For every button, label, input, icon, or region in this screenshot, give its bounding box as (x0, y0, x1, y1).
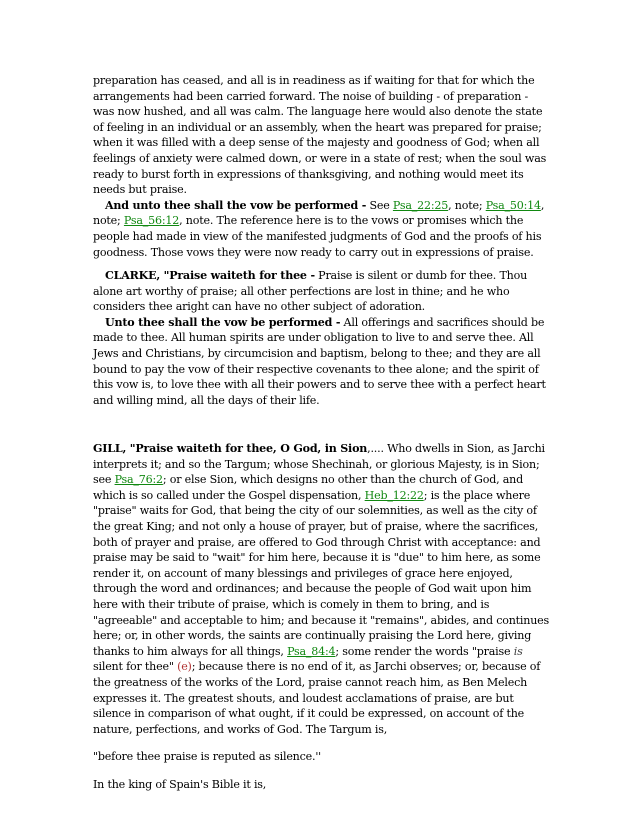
ref-psa-76-2[interactable]: Psa_76:2 (114, 473, 163, 487)
gill-targum-quote: "before thee praise is reputed as silence.'' (93, 750, 322, 764)
text-run: Praise is silent or dumb for thee. Thou alone art worthy of praise; all other perfections are lost in thine; and he who considers thee aright can have no other subject of adoration. (93, 269, 528, 314)
gill-section (93, 441, 549, 792)
clarke-heading: CLARKE, "Praise waiteth for thee - (105, 269, 315, 282)
footnote-marker-e[interactable]: (e) (177, 660, 192, 674)
clarke-vow-heading: Unto thee shall the vow be performed - (105, 315, 341, 329)
ref-psa-84-4[interactable]: Psa_84:4 (287, 644, 336, 658)
text-run: ; because there is no end of it, as Jarchi observes; or, because of the greatness of the works of the Lord, praise cannot reach him, as Ben Melech expresses it. The greatest shouts, and loudest acclamations of praise, are but silence in comparison of what ought, if it could be expressed, on account of the nature, perfections, and works of God. The Targum is, (93, 660, 541, 736)
text-run: ; or else Sion, which designs no other than the church of God, and which is so called under the Gospel dispensation, (93, 473, 524, 502)
ref-psa-22-25[interactable]: Psa_22:25 (392, 198, 449, 212)
text-run: All offerings and sacrifices should be made to thee. All human spirits are under obligation to live to and serve thee. All Jews and Christians, by circumcision and baptism, belong to thee; and they are all bound to pay the vow of their respective covenants to thee alone; and the spirit of this vow is, to love thee with all their powers and to serve thee with a perfect heart and willing mind, all the days of their life. (93, 315, 546, 407)
text-run: ; some render the words "praise (335, 644, 514, 658)
text-run: ,.... Who dwells in Sion, as Jarchi interprets it; and so the Targum; whose Shechinah, or glorious Majesty, is in Sion; see (93, 442, 545, 487)
barnes-paragraph-2 (93, 198, 549, 260)
ref-heb-12-22[interactable]: Heb_12:22 (364, 488, 424, 502)
text-run: See (366, 198, 393, 212)
barnes-paragraph-1: preparation has ceased, and all is in readiness as if waiting for that for which the arrangements had been carried forward. The noise of building - of preparation - was now hushed, and all was calm. The language here would also denote the state of feeling in an individual or an assembly, when the heart was prepared for praise; when it was filled with a deep sense of the majesty and goodness of God; when all feelings of anxiety were calmed down, or were in a state of rest; when the soul was ready to burst forth in expressions of thanksgiving, and nothing would meet its needs but praise. (93, 74, 547, 197)
spacer (93, 765, 549, 777)
ref-psa-50-14[interactable]: Psa_50:14 (485, 198, 541, 212)
text-run: , note; (448, 198, 486, 212)
clarke-paragraph-1 (93, 268, 549, 315)
text-run: , note; (93, 198, 545, 228)
clarke-section (93, 268, 549, 408)
clarke-paragraph-2 (93, 315, 549, 409)
barnes-section (93, 73, 549, 260)
gill-heading: GILL, "Praise waiteth for thee, O God, in Sion (93, 442, 368, 455)
text-run: silent for thee" (93, 660, 178, 674)
ref-psa-56-12[interactable]: Psa_56:12 (123, 214, 180, 228)
text-run: , note. The reference here is to the vows or promises which the people had made in view of the manifested judgments of God and the proofs of his goodness. Those vows they were now ready to carry out in expressions of praise. (93, 214, 542, 259)
gill-paragraph-1 (93, 441, 549, 737)
barnes-vow-heading: And unto thee shall the vow be performed - (105, 198, 367, 212)
italic-is: is (513, 644, 523, 658)
text-run: ; is the place where "praise" waits for God, that being the city of our solemnities, as well as the city of the great King; and not only a house of prayer, but of praise, where the sacrifices, both of prayer and praise, are offered to God through Christ with acceptance: and praise may be said to "wait" for him here, because it is "due" to him here, as some render it, on account of many blessings and privileges of grace here enjoyed, through the word and ordinances; and because the people of God wait upon him here with their tribute of praise, which is comely in them to bring, and is "agreeable" and acceptable to him; and because it "remains", abides, and continues here; or, in other words, the saints are continually praising the Lord here, giving thanks to him always for all things, (93, 488, 550, 658)
spacer (93, 737, 549, 749)
gill-last-line: In the king of Spain's Bible it is, (93, 777, 267, 791)
